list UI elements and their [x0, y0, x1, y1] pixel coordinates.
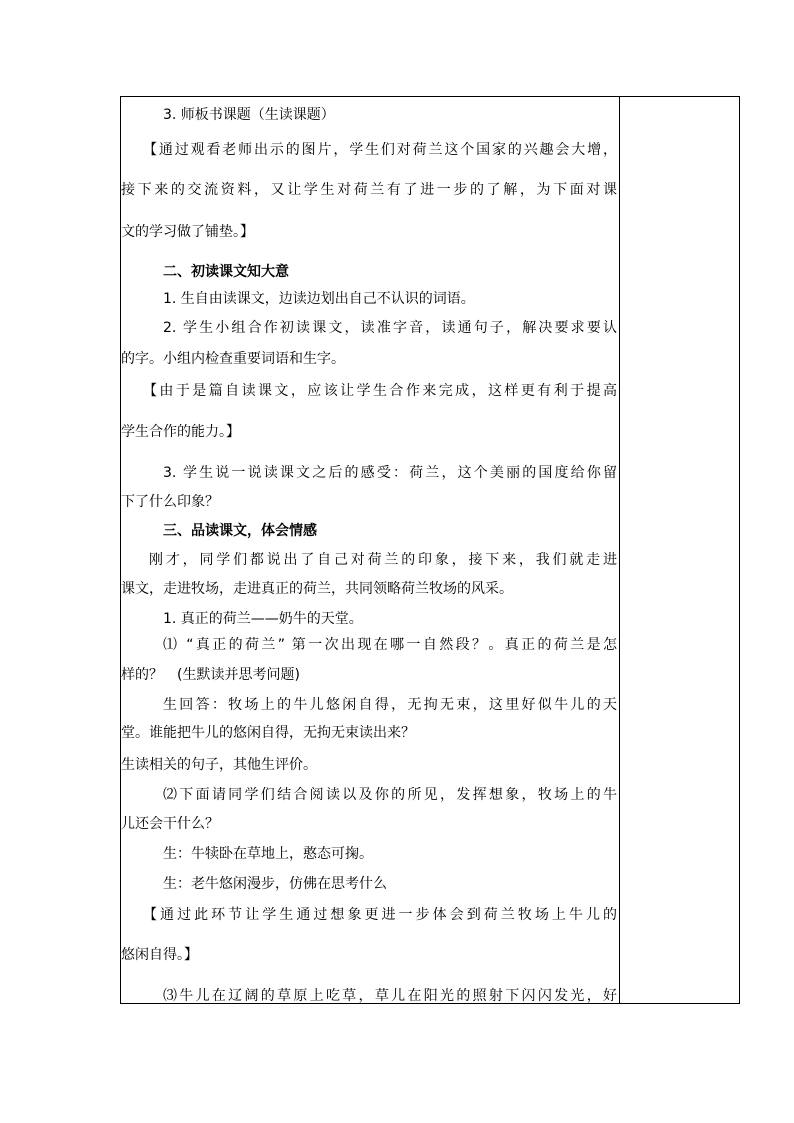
text-line: 生：老牛悠闲漫步，仿佛在思考什么 — [163, 876, 387, 892]
text-line: 生：牛犊卧在草地上，憨态可掬。 — [163, 846, 373, 862]
text-line: 样的？ (生默读并思考问题) — [121, 667, 300, 683]
text-line: 1. 真正的荷兰——奶牛的天堂。 — [163, 611, 363, 627]
lesson-table — [120, 96, 740, 1004]
notes-cell — [620, 97, 739, 1003]
text-line: 生回答：牧场上的牛儿悠闲自得，无拘无束，这里好似牛儿的天 — [163, 697, 617, 713]
text-line: 3. 师板书课题（生读课题） — [163, 107, 335, 123]
text-line: 【由于是篇自读课文，应该让学生合作来完成，这样更有利于提高 — [143, 383, 617, 399]
text-line: 【通过此环节让学生通过想象更进一步体会到荷兰牧场上牛儿的 — [143, 907, 617, 923]
text-line: 3. 学生说一说读课文之后的感受：荷兰，这个美丽的国度给你留 — [163, 465, 617, 481]
text-line: 学生合作的能力。】 — [121, 424, 240, 440]
section-heading: 二、初读课文知大意 — [163, 264, 289, 280]
text-line: 【通过观看老师出示的图片，学生们对荷兰这个国家的兴趣会大增， — [143, 142, 617, 158]
text-line: 接下来的交流资料，又让学生对荷兰有了进一步的了解，为下面对课 — [121, 182, 617, 198]
text-line: 悠闲自得。】 — [121, 947, 198, 963]
text-line: 课文，走进牧场，走进真正的荷兰，共同领略荷兰牧场的风采。 — [121, 581, 513, 597]
text-line: 下了什么印象？ — [121, 494, 219, 510]
text-line: ⑵下面请同学们结合阅读以及你的所见，发挥想象，牧场上的牛 — [163, 787, 617, 803]
text-line: 2. 学生小组合作初读课文，读准字音，读通句子，解决要求要认 — [163, 320, 617, 336]
text-line: 的字。小组内检查重要词语和生字。 — [121, 351, 345, 367]
text-line: ⑶牛儿在辽阔的草原上吃草，草儿在阳光的照射下闪闪发光，好 — [163, 988, 617, 1004]
text-line: ⑴ “真正的荷兰” 第一次出现在哪一自然段？。真正的荷兰是怎 — [163, 637, 617, 653]
text-line: 文的学习做了铺垫。】 — [121, 224, 254, 240]
text-line: 1. 生自由读课文，边读边划出自己不认识的词语。 — [163, 291, 475, 307]
text-line: 堂。谁能把牛儿的悠闲自得，无拘无束读出来？ — [121, 725, 415, 741]
section-heading: 三、品读课文，体会情感 — [163, 523, 317, 539]
text-line: 生读相关的句子，其他生评价。 — [121, 757, 317, 773]
text-line: 儿还会干什么？ — [121, 816, 219, 832]
text-line: 刚才，同学们都说出了自己对荷兰的印象，接下来，我们就走进 — [149, 552, 617, 568]
